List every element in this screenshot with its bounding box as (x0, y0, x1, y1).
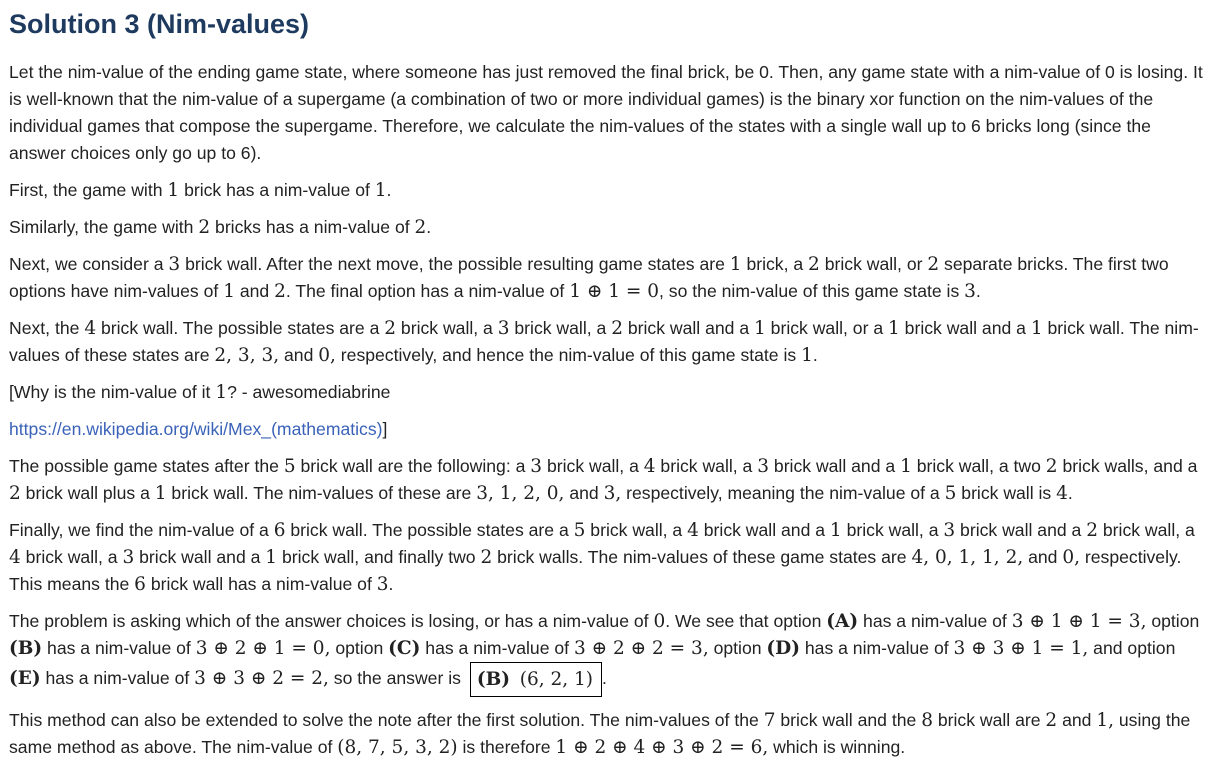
math: 2, 3, 3, (214, 345, 280, 366)
math: 8 (921, 710, 933, 731)
math: 1 (154, 483, 167, 504)
option-label: (E) (9, 668, 41, 690)
closing-bracket: ] (382, 419, 388, 439)
text: . (812, 345, 818, 365)
text: using the same method as above. The nim-value of (9, 710, 1191, 757)
text: brick wall, a (585, 520, 688, 540)
text: , so the nim-value of this game state is (659, 281, 965, 301)
text: brick wall, a (841, 520, 944, 540)
text: . (1067, 483, 1073, 503)
text: and (1057, 710, 1097, 730)
text: and (279, 345, 319, 365)
text: . (386, 180, 392, 200)
text: . (388, 574, 394, 594)
text: Finally, we find the nim-value of a (9, 520, 274, 540)
math: 4 (1056, 483, 1068, 504)
math: 2 (1086, 520, 1098, 541)
math: 3 (943, 520, 956, 541)
math: 3 ⊕ 2 ⊕ 2 = 3, (573, 638, 709, 659)
text: bricks has a nim-value of (210, 217, 415, 237)
answer-value: (6, 2, 1) (519, 669, 594, 690)
text: brick wall and a (955, 520, 1087, 540)
math: 3 ⊕ 1 ⊕ 1 = 3, (1011, 611, 1147, 632)
paragraph-mex-link (9, 416, 1208, 443)
paragraph-five-brick-wall (9, 453, 1208, 507)
text: brick wall, a (509, 318, 612, 338)
math: 4, 0, 1, 1, 2, (911, 547, 1024, 568)
math: 3 ⊕ 2 ⊕ 1 = 0, (195, 638, 331, 659)
text: respectively, meaning the nim-value of a (621, 483, 945, 503)
math: 2 (384, 318, 397, 339)
text: First, the game with (9, 180, 168, 200)
paragraph-two-bricks (9, 214, 1208, 241)
math: 3 (530, 456, 543, 477)
paragraph-question-note (9, 379, 1208, 406)
paragraph-six-brick-wall (9, 517, 1208, 598)
text: brick wall, or a (765, 318, 889, 338)
text: brick wall plus a (20, 483, 155, 503)
math: 1 (801, 345, 813, 366)
math: 2 (414, 217, 427, 238)
paragraph-intro: Let the nim-value of the ending game state, where someone has just removed the final brick, be 0. Then, any game state with a nim-value of 0 is losing. It is well-known that the nim-value of a supergame (a combination of two or more individual games) is the binary xor function on the nim-values of the individual games that compose the supergame. Therefore, we calculate the nim-values of the states with a single wall up to 6 bricks long (since the answer choices only go up to 6). (9, 62, 1203, 163)
math: 3 (376, 574, 389, 595)
math: 1 (1030, 318, 1043, 339)
text: has a nim-value of (799, 638, 954, 658)
text: so the answer is (328, 668, 466, 689)
math: 3 (168, 254, 181, 275)
math: 5 (573, 520, 586, 541)
math: 4 (687, 520, 699, 541)
math: 1 (223, 281, 235, 302)
text: brick wall and a (622, 318, 755, 338)
math: 2 (1045, 456, 1058, 477)
text: brick wall, a (396, 318, 498, 338)
option-label: (C) (388, 638, 421, 659)
text: brick wall. The possible states are a (96, 318, 385, 338)
math: 3 (757, 456, 770, 477)
text: has a nim-value of (858, 611, 1012, 631)
text: . The final option has a nim-value of (285, 281, 570, 301)
math: 0, (1062, 547, 1081, 568)
boxed-answer (470, 662, 602, 697)
math: 7 (763, 710, 776, 731)
math: 3 (122, 547, 135, 568)
math: 1 ⊕ 1 = 0 (569, 281, 660, 302)
text: . (602, 668, 607, 689)
text: brick wall, or (819, 254, 928, 274)
math: 1 ⊕ 2 ⊕ 4 ⊕ 3 ⊕ 2 = 6, (555, 737, 769, 758)
option-label: (D) (766, 638, 800, 659)
text: which is winning. (768, 737, 906, 757)
text: The problem is asking which of the answer choices is losing, or has a nim-value of (9, 611, 654, 631)
text: option (1146, 611, 1200, 631)
text: is therefore (457, 737, 556, 757)
math: 0 (653, 611, 666, 632)
math: 1 (374, 180, 387, 201)
option-label: (B) (9, 638, 43, 659)
text: brick wall and the (775, 710, 922, 730)
math: 4 (84, 318, 97, 339)
text: brick wall, a (542, 456, 644, 476)
math: 1 (167, 180, 180, 201)
text: has a nim-value of (42, 638, 196, 658)
math: 1 (888, 318, 900, 339)
text: brick wall. The nim-values of these states are (9, 318, 1199, 365)
math: 1 (754, 318, 766, 339)
text: brick walls, and a (1057, 456, 1198, 476)
math: 0, (318, 345, 336, 366)
math: 1 (729, 254, 742, 275)
text: brick wall, a (1098, 520, 1195, 540)
math: 3, 1, 2, 0, (476, 483, 565, 504)
paragraph-extension (9, 707, 1208, 761)
text: The possible game states after the (9, 456, 284, 476)
math: 2 (611, 318, 623, 339)
math: 2 (198, 217, 211, 238)
math: 1 (829, 520, 842, 541)
text: separate bricks. The first two options have nim-values of (9, 254, 1169, 301)
text: and (1023, 547, 1063, 567)
text: respectively, and hence the nim-value of this game state is (335, 345, 802, 365)
text: Next, the (9, 318, 85, 338)
text: brick has a nim-value of (179, 180, 375, 200)
math: 4 (643, 456, 656, 477)
text: brick walls. The nim-values of these game states are (492, 547, 912, 567)
math: 3 ⊕ 3 ⊕ 1 = 1, (953, 638, 1089, 659)
math: 3 ⊕ 3 ⊕ 2 = 2, (194, 668, 329, 690)
text: brick wall and a (899, 318, 1031, 338)
text: brick wall and a (769, 456, 901, 476)
text: brick, a (741, 254, 809, 274)
text: has a nim-value of (40, 668, 195, 689)
text: brick wall. The possible states are a (285, 520, 574, 540)
text: Similarly, the game with (9, 217, 199, 237)
text: brick wall and a (698, 520, 830, 540)
math: 1 (900, 456, 912, 477)
text: option (708, 638, 767, 658)
text: brick wall are (932, 710, 1046, 730)
text: brick wall is (956, 483, 1057, 503)
text: brick wall. After the next move, the possible resulting game states are (180, 254, 730, 274)
math: 2 (808, 254, 820, 275)
answer-letter: (B) (476, 669, 510, 690)
text: Next, we consider a (9, 254, 169, 274)
text: brick wall. The nim-values of these are (166, 483, 477, 503)
math: 6 (134, 574, 146, 595)
text: option (330, 638, 389, 658)
math: 2 (274, 281, 286, 302)
paragraph-three-brick-wall (9, 251, 1208, 305)
text: brick wall and a (134, 547, 266, 567)
mex-wikipedia-link[interactable]: https://en.wikipedia.org/wiki/Mex_(mathematics) (9, 419, 383, 439)
text: brick wall has a nim-value of (145, 574, 377, 594)
math: 1 (215, 382, 228, 403)
math: 5 (944, 483, 957, 504)
math: 1, (1096, 710, 1114, 731)
text: brick wall, a two (911, 456, 1046, 476)
paragraph-four-brick-wall (9, 315, 1208, 369)
math: 3 (497, 318, 510, 339)
text: . We see that option (665, 611, 827, 631)
text: and option (1088, 638, 1176, 658)
text: . (975, 281, 981, 301)
text: ? - awesomediabrine (227, 382, 391, 402)
math: 2 (9, 483, 21, 504)
math: 6 (273, 520, 286, 541)
math: 1 (265, 547, 278, 568)
text: This method can also be extended to solve the note after the first solution. The nim-values of the (9, 710, 764, 730)
math: 2 (480, 547, 493, 568)
text: and (234, 281, 275, 301)
math: 3 (964, 281, 976, 302)
text: [Why is the nim-value of it (9, 382, 216, 402)
text: and (564, 483, 604, 503)
text: brick wall, a (655, 456, 758, 476)
math: 5 (283, 456, 296, 477)
math: 3, (603, 483, 622, 504)
text: brick wall, and finally two (277, 547, 481, 567)
solution-content (9, 59, 1208, 761)
text: brick wall are the following: a (295, 456, 531, 476)
math: 2 (927, 254, 940, 275)
paragraph-answer (9, 608, 1208, 697)
text: has a nim-value of (420, 638, 574, 658)
option-label: (A) (826, 611, 859, 632)
paragraph-one-brick (9, 177, 1208, 204)
math: 4 (9, 547, 21, 568)
section-title: Solution 3 (Nim-values) (9, 9, 310, 39)
math: 2 (1045, 710, 1058, 731)
text: respectively. This means the (9, 547, 1182, 594)
text: brick wall, a (20, 547, 123, 567)
math: (8, 7, 5, 3, 2) (337, 737, 458, 758)
text: . (426, 217, 432, 237)
